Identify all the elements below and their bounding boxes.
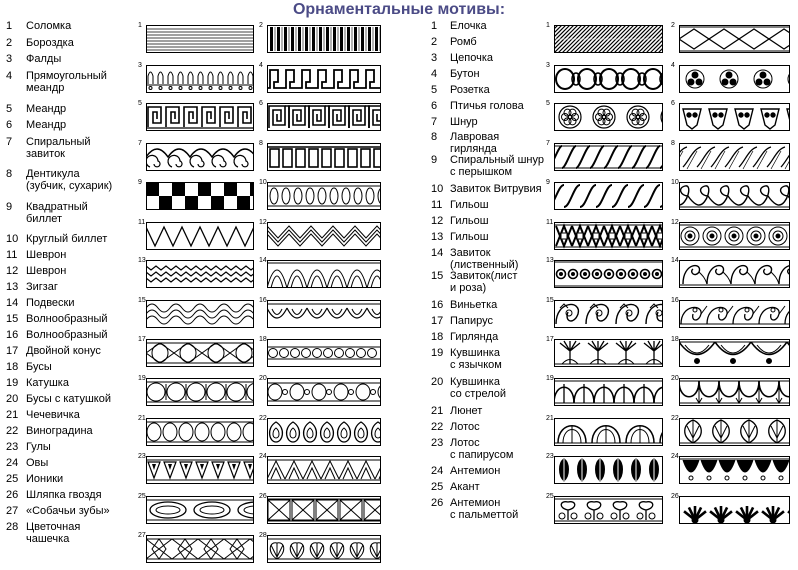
ornament-drawing	[146, 418, 254, 446]
ornament-drawing	[679, 339, 790, 367]
plate-number: 25	[138, 493, 146, 500]
motif-name: Птичья голова	[450, 100, 524, 112]
motif-name: Катушка	[26, 377, 69, 389]
motif-name: Бутон	[450, 68, 480, 80]
ornament-plate	[671, 453, 790, 484]
plate-number: 2	[259, 22, 263, 29]
ornament-drawing	[267, 222, 381, 250]
ornament-plate	[546, 297, 663, 328]
ornament-plate	[259, 219, 381, 250]
ornament-drawing	[146, 496, 254, 524]
motif-name: Бусы с катушкой	[26, 393, 111, 405]
motif-name: Подвески	[26, 297, 75, 309]
ornament-plate	[671, 140, 790, 171]
ornament-drawing	[679, 418, 790, 446]
ornament-drawing	[146, 143, 254, 171]
ornament-plate	[138, 62, 254, 93]
motif-number: 21	[431, 405, 444, 417]
ornament-plate	[546, 375, 663, 406]
ornament-plate	[138, 532, 254, 563]
ornament-drawing	[146, 339, 254, 367]
plate-number: 14	[671, 257, 679, 264]
motif-name: Кувшинка со стрелой	[450, 376, 507, 400]
plate-number: 23	[138, 453, 146, 460]
ornament-drawing	[146, 535, 254, 563]
plate-number: 18	[259, 336, 267, 343]
motif-name: Овы	[26, 457, 49, 469]
plate-number: 21	[138, 415, 146, 422]
ornament-plate	[138, 140, 254, 171]
motif-number: 26	[6, 489, 19, 501]
ornament-drawing	[679, 222, 790, 250]
motif-number: 11	[431, 199, 443, 211]
ornament-drawing	[679, 25, 790, 53]
ornament-plate	[259, 22, 381, 53]
ornament-drawing	[554, 378, 663, 406]
ornament-plate	[546, 22, 663, 53]
plate-number: 7	[546, 140, 550, 147]
motif-name: Двойной конус	[26, 345, 101, 357]
plate-number: 21	[546, 415, 554, 422]
motif-name: Завиток (лиственный)	[450, 247, 519, 271]
motif-name: Дентикула (зубчик, сухарик)	[26, 168, 113, 192]
motif-name: Люнет	[450, 405, 483, 417]
motif-name: Завиток Витрувия	[450, 183, 542, 195]
ornament-plate	[546, 453, 663, 484]
ornament-drawing	[267, 103, 381, 131]
motif-name: Ионики	[26, 473, 64, 485]
ornament-plate	[138, 453, 254, 484]
plate-number: 4	[671, 62, 675, 69]
ornament-plate	[671, 415, 790, 446]
ornament-drawing	[267, 300, 381, 328]
ornament-drawing	[267, 496, 381, 524]
motif-number: 24	[6, 457, 19, 469]
plate-number: 24	[671, 453, 679, 460]
motif-number: 16	[6, 329, 19, 341]
ornament-drawing	[679, 456, 790, 484]
motif-number: 19	[6, 377, 19, 389]
motif-number: 1	[6, 20, 13, 32]
plate-number: 13	[546, 257, 554, 264]
ornament-drawing	[267, 182, 381, 210]
plate-number: 14	[259, 257, 267, 264]
motif-name: Елочка	[450, 20, 487, 32]
plate-number: 20	[671, 375, 679, 382]
ornament-drawing	[554, 182, 663, 210]
plate-number: 1	[546, 22, 550, 29]
plate-number: 23	[546, 453, 554, 460]
plate-number: 16	[671, 297, 679, 304]
plate-number: 9	[138, 179, 142, 186]
ornament-plate	[138, 179, 254, 210]
ornament-plate	[671, 493, 790, 524]
motif-number: 20	[431, 376, 444, 388]
plate-number: 6	[671, 100, 675, 107]
motif-number: 23	[431, 437, 444, 449]
motif-name: Гильош	[450, 199, 489, 211]
motif-name: Виньетка	[450, 299, 498, 311]
ornament-plate	[671, 257, 790, 288]
motif-number: 8	[6, 168, 13, 180]
motif-number: 1	[431, 20, 438, 32]
plate-number: 8	[671, 140, 675, 147]
motif-number: 20	[6, 393, 19, 405]
ornament-plate	[138, 375, 254, 406]
plate-number: 17	[138, 336, 146, 343]
ornament-drawing	[679, 378, 790, 406]
motif-name: Кувшинка с язычком	[450, 347, 502, 371]
motif-name: Ромб	[450, 36, 477, 48]
motif-number: 6	[431, 100, 438, 112]
motif-number: 26	[431, 497, 444, 509]
motif-name: Круглый биллет	[26, 233, 108, 245]
ornament-drawing	[679, 103, 790, 131]
motif-name: «Собачьи зубы»	[26, 505, 110, 517]
motif-number: 15	[431, 270, 444, 282]
ornament-drawing	[267, 25, 381, 53]
motif-number: 21	[6, 409, 19, 421]
motif-name: Спиральный завиток	[26, 136, 91, 160]
ornament-plate	[546, 415, 663, 446]
motif-name: Розетка	[450, 84, 490, 96]
plate-number: 5	[138, 100, 142, 107]
motif-number: 4	[431, 68, 438, 80]
ornament-plate	[259, 336, 381, 367]
motif-name: Меандр	[26, 103, 67, 115]
plate-number: 15	[138, 297, 146, 304]
ornament-plate	[138, 219, 254, 250]
plate-number: 22	[259, 415, 267, 422]
motif-number: 10	[431, 183, 444, 195]
motif-number: 7	[431, 116, 438, 128]
ornament-drawing	[267, 418, 381, 446]
motif-name: Гильош	[450, 215, 489, 227]
plate-number: 8	[259, 140, 263, 147]
ornament-drawing	[146, 300, 254, 328]
plate-number: 26	[259, 493, 267, 500]
ornament-drawing	[554, 143, 663, 171]
motif-number: 6	[6, 119, 13, 131]
plate-number: 1	[138, 22, 142, 29]
ornament-plate	[138, 493, 254, 524]
plate-number: 2	[671, 22, 675, 29]
ornament-plate	[671, 219, 790, 250]
ornament-drawing	[267, 456, 381, 484]
ornament-plate	[259, 62, 381, 93]
motif-name: Волнообразный	[26, 313, 108, 325]
motif-name: Лотос с папирусом	[450, 437, 514, 461]
ornament-plate	[546, 257, 663, 288]
plate-number: 24	[259, 453, 267, 460]
plate-number: 27	[138, 532, 146, 539]
ornament-drawing	[146, 182, 254, 210]
motif-number: 2	[431, 36, 438, 48]
motif-name: Акант	[450, 481, 480, 493]
motif-name: Лотос	[450, 421, 480, 433]
motif-number: 7	[6, 136, 13, 148]
motif-number: 12	[431, 215, 444, 227]
motif-name: Папирус	[450, 315, 493, 327]
ornament-drawing	[146, 378, 254, 406]
plate-number: 26	[671, 493, 679, 500]
ornament-plate	[546, 140, 663, 171]
ornament-drawing	[267, 65, 381, 93]
motif-number: 16	[431, 299, 444, 311]
motif-name: Шнур	[450, 116, 478, 128]
plate-number: 16	[259, 297, 267, 304]
motif-number: 5	[6, 103, 13, 115]
ornament-plate	[671, 22, 790, 53]
ornament-drawing	[267, 378, 381, 406]
plate-number: 28	[259, 532, 267, 539]
motif-number: 22	[431, 421, 444, 433]
motif-name: Завиток(лист и роза)	[450, 270, 518, 294]
motif-number: 22	[6, 425, 19, 437]
motif-number: 23	[6, 441, 19, 453]
plate-number: 12	[671, 219, 679, 226]
plate-number: 13	[138, 257, 146, 264]
motif-number: 17	[6, 345, 19, 357]
plate-number: 6	[259, 100, 263, 107]
plate-number: 19	[546, 375, 554, 382]
plate-number: 10	[671, 179, 679, 186]
motif-name: Бороздка	[26, 37, 74, 49]
plate-number: 18	[671, 336, 679, 343]
ornament-plate	[259, 297, 381, 328]
motif-number: 5	[431, 84, 438, 96]
motif-number: 18	[431, 331, 444, 343]
page-title: Орнаментальные мотивы:	[292, 1, 506, 18]
motif-name: Меандр	[26, 119, 67, 131]
ornament-plate	[671, 62, 790, 93]
ornament-drawing	[267, 143, 381, 171]
ornament-plate	[546, 219, 663, 250]
motif-name: Антемион с пальметтой	[450, 497, 519, 521]
ornament-plate	[259, 415, 381, 446]
ornament-plate	[546, 100, 663, 131]
plate-number: 5	[546, 100, 550, 107]
motif-number: 2	[6, 37, 13, 49]
motif-number: 3	[6, 53, 13, 65]
motif-number: 4	[6, 70, 13, 82]
plate-number: 12	[259, 219, 267, 226]
motif-number: 10	[6, 233, 19, 245]
plate-number: 17	[546, 336, 554, 343]
ornament-plate	[259, 257, 381, 288]
ornament-drawing	[679, 182, 790, 210]
ornament-plate	[259, 179, 381, 210]
plate-number: 3	[546, 62, 550, 69]
ornament-drawing	[146, 65, 254, 93]
motif-name: Квадратный биллет	[26, 201, 88, 225]
motif-number: 9	[6, 201, 13, 213]
motif-name: Цепочка	[450, 52, 493, 64]
ornament-plate	[546, 179, 663, 210]
ornament-plate	[546, 493, 663, 524]
ornament-plate	[259, 532, 381, 563]
motif-number: 13	[6, 281, 19, 293]
ornament-plate	[259, 140, 381, 171]
motif-name: Волнообразный	[26, 329, 108, 341]
ornament-plate	[671, 100, 790, 131]
ornament-plate	[138, 297, 254, 328]
motif-name: Фалды	[26, 53, 62, 65]
ornament-plate	[546, 62, 663, 93]
ornament-drawing	[554, 456, 663, 484]
motif-name: Зигзаг	[26, 281, 58, 293]
plate-number: 20	[259, 375, 267, 382]
motif-name: Лавровая гирлянда	[450, 131, 500, 155]
motif-number: 11	[6, 249, 18, 261]
motif-number: 27	[6, 505, 19, 517]
ornament-drawing	[679, 143, 790, 171]
plate-number: 3	[138, 62, 142, 69]
ornament-drawing	[679, 260, 790, 288]
motif-number: 3	[431, 52, 438, 64]
ornament-drawing	[146, 25, 254, 53]
plate-number: 7	[138, 140, 142, 147]
motif-name: Виноградина	[26, 425, 93, 437]
motif-name: Прямоугольный меандр	[26, 70, 107, 94]
ornament-drawing	[146, 456, 254, 484]
plate-number: 9	[546, 179, 550, 186]
plate-number: 4	[259, 62, 263, 69]
motif-number: 24	[431, 465, 444, 477]
ornament-drawing	[554, 339, 663, 367]
motif-name: Шеврон	[26, 249, 67, 261]
motif-name: Спиральный шнур с перышком	[450, 154, 545, 178]
motif-name: Гирлянда	[450, 331, 499, 343]
motif-number: 9	[431, 154, 438, 166]
motif-number: 19	[431, 347, 444, 359]
motif-number: 25	[6, 473, 19, 485]
motif-number: 8	[431, 131, 438, 143]
motif-number: 14	[6, 297, 19, 309]
ornament-drawing	[267, 260, 381, 288]
ornament-drawing	[679, 496, 790, 524]
plate-number: 19	[138, 375, 146, 382]
ornament-drawing	[554, 300, 663, 328]
ornament-drawing	[267, 339, 381, 367]
ornament-plate	[138, 22, 254, 53]
motif-name: Шляпка гвоздя	[26, 489, 102, 501]
ornament-plate	[671, 336, 790, 367]
motif-number: 14	[431, 247, 444, 259]
ornament-plate	[259, 100, 381, 131]
ornament-plate	[138, 257, 254, 288]
motif-number: 15	[6, 313, 19, 325]
ornament-plate	[259, 493, 381, 524]
ornament-plate	[671, 179, 790, 210]
motif-number: 12	[6, 265, 19, 277]
ornament-plate	[671, 375, 790, 406]
motif-name: Антемион	[450, 465, 501, 477]
ornament-drawing	[267, 535, 381, 563]
ornament-plate	[259, 375, 381, 406]
plate-number: 10	[259, 179, 267, 186]
motif-name: Гильош	[450, 231, 489, 243]
ornament-plate	[671, 297, 790, 328]
motif-number: 18	[6, 361, 19, 373]
ornament-plate	[138, 336, 254, 367]
motif-name: Шеврон	[26, 265, 67, 277]
ornament-drawing	[679, 300, 790, 328]
ornament-drawing	[554, 222, 663, 250]
ornament-drawing	[554, 103, 663, 131]
plate-number: 22	[671, 415, 679, 422]
motif-number: 25	[431, 481, 444, 493]
ornament-drawing	[554, 260, 663, 288]
plate-number: 25	[546, 493, 554, 500]
ornament-drawing	[554, 496, 663, 524]
plate-number: 15	[546, 297, 554, 304]
motif-name: Чечевичка	[26, 409, 80, 421]
ornament-plate	[138, 100, 254, 131]
ornament-drawing	[679, 65, 790, 93]
ornament-plate	[259, 453, 381, 484]
plate-number: 11	[546, 219, 554, 226]
ornament-drawing	[554, 418, 663, 446]
ornament-plate	[546, 336, 663, 367]
ornament-drawing	[554, 65, 663, 93]
plate-number: 11	[138, 219, 146, 226]
motif-name: Цветочная чашечка	[26, 521, 81, 545]
motif-name: Бусы	[26, 361, 52, 373]
motif-number: 28	[6, 521, 19, 533]
ornament-drawing	[146, 222, 254, 250]
ornament-plate	[138, 415, 254, 446]
motif-name: Гулы	[26, 441, 51, 453]
motif-number: 13	[431, 231, 444, 243]
motif-number: 17	[431, 315, 444, 327]
motif-name: Соломка	[26, 20, 72, 32]
ornament-drawing	[146, 260, 254, 288]
ornament-drawing	[554, 25, 663, 53]
ornament-drawing	[146, 103, 254, 131]
